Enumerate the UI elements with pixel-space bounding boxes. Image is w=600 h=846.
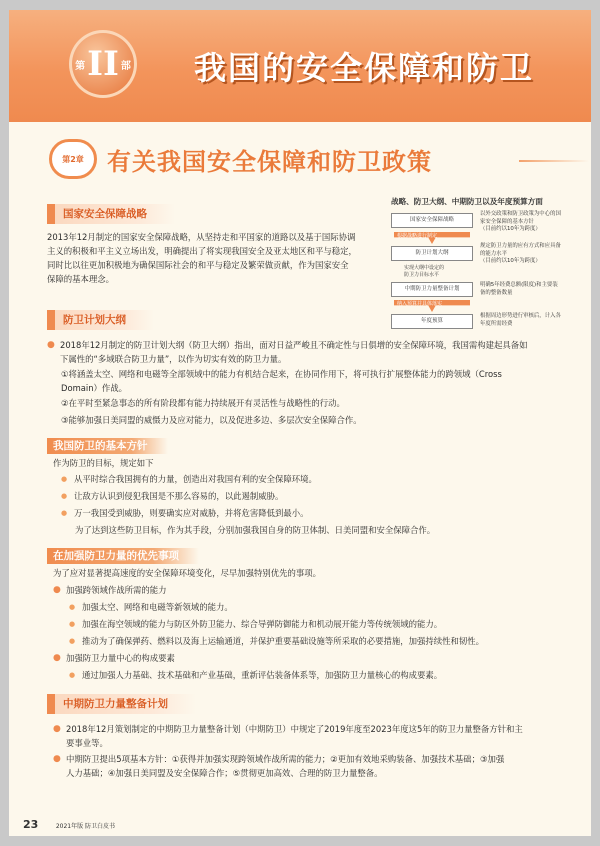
figure-note-line: 备的整备数量: [480, 289, 513, 296]
bullet-text: 从平时综合我国拥有的力量，创造出对我国有利的安全保障环境。: [74, 474, 317, 484]
figure-box-annual-budget: 年度预算: [391, 314, 473, 329]
basic-policy-bullet: [61, 489, 581, 503]
figure-note-midterm: [480, 282, 580, 297]
bullet-line: 中期防卫提出5项基本方针：①获得并加强实现跨领域作战所需的能力；②更加有效地采购装备、加强技术基础；③加强: [66, 754, 505, 764]
figure-side-note: 防卫力目标水平: [404, 272, 440, 278]
item-line: Domain）作战。: [61, 383, 127, 393]
figure-note-line: 规定防卫力量的应有方式和应具备: [480, 243, 561, 249]
bullet-dot-icon: ●: [69, 603, 76, 611]
bullet-dot-icon: ●: [69, 671, 76, 679]
page-footer: [23, 818, 115, 831]
bullet-dot-icon: ●: [61, 492, 68, 500]
bullet-dot-icon: ●: [69, 620, 76, 628]
chapter-header: [49, 136, 589, 186]
part-badge-prefix: 第: [75, 60, 86, 72]
figure-side-note: 实现大纲中设定的: [404, 265, 445, 271]
bullet-text: 让敌方认识到侵犯我国是不那么容易的，以此遏制威胁。: [74, 491, 284, 501]
figure-note-line: 的能力水平: [480, 250, 507, 257]
section-bar: [47, 694, 55, 714]
midterm-plan-bullet: [53, 722, 588, 750]
bullet-line: 2018年12月策划制定的中期防卫力量整备计划（中期防卫）中规定了2019年度至2023年度这5年的防卫力量整备方针和主: [66, 724, 523, 734]
priorities-item: [69, 634, 584, 648]
bullet-line: 要事业等。: [66, 738, 108, 748]
section-heading-security-strategy: [47, 204, 175, 224]
basic-policy-summary: 为了达到这些防卫目标，作为其手段，分别加强我国自身的防卫体制、日美同盟和安全保障合作。: [75, 525, 436, 535]
section-heading-label: 防卫计划大纲: [55, 310, 154, 330]
section-heading-defense-guidelines: [47, 310, 154, 330]
bullet-dot-icon: ●: [53, 724, 61, 734]
basic-policy-bullet: [61, 472, 581, 486]
paragraph-line: 2013年12月制定的国家安全保障战略，从坚持走和平国家的道路以及基于国际协调: [47, 232, 356, 242]
section-heading-label: 中期防卫力量整备计划: [55, 694, 196, 714]
bullet-text: 加强在海空领域的能力与防区外防卫能力、综合导弹防御能力和机动展开能力等传统领域的能力。: [82, 619, 443, 629]
figure-note-strategy: [480, 211, 580, 234]
bullet-dot-icon: ●: [53, 585, 61, 595]
bullet-line: 下属性的“多域联合防卫力量”，以作为切实有效的防卫力量。: [60, 354, 287, 364]
subheading-basic-policy: 我国防卫的基本方针: [47, 438, 168, 454]
figure-note-line: 根据周边形势进行审核后，计入各: [480, 313, 561, 319]
bullet-dot-icon: ●: [47, 340, 55, 350]
figure-note-guidelines: [480, 243, 580, 266]
figure-note-line: 家安全保障的基本方针: [480, 218, 534, 225]
priorities-intro: 为了应对显著提高速度的安全保障环境变化，尽早加强特别优先的事项。: [53, 568, 321, 578]
priorities-group-1: [53, 583, 573, 597]
bullet-dot-icon: ●: [69, 637, 76, 645]
bullet-line: 人力基础；④加强日美同盟及安全保障合作；⑤贯彻更加高效、合理的防卫力量整备。: [66, 768, 383, 778]
bullet-text: 通过加强人力基础、技术基础和产业基础，重新评估装备体系等，加强防卫力量核心的构成要素。: [82, 670, 443, 680]
defense-guidelines-bullet: [47, 338, 587, 366]
figure-arrow-label: 根据战略进行制定: [397, 233, 438, 239]
figure-title: 战略、防卫大纲、中期防卫以及年度预算方面: [391, 197, 543, 206]
bullet-dot-icon: ●: [61, 475, 68, 483]
priorities-item: [69, 600, 584, 614]
figure-note-line: 明确5年经费总额(限度)和主要装: [480, 282, 558, 288]
security-strategy-paragraph: [47, 230, 387, 286]
bullet-text: 推动为了确保弹药、燃料以及海上运输通道，并保护重要基础设施等所采取的必要措施，加强持续性和韧性。: [82, 636, 484, 646]
priorities-item: [69, 617, 584, 631]
bullet-dot-icon: ●: [61, 509, 68, 517]
figure-box-guidelines: 防卫计划大纲: [391, 246, 473, 261]
figure-arrow-label: 纳入预算并具体落实: [397, 301, 443, 307]
figure-box-midterm: 中期防卫力量整备计划: [391, 282, 473, 297]
guideline-item-1: [61, 367, 587, 395]
figure-note-line: 以外交政策和防卫政策为中心的国: [480, 211, 561, 217]
bullet-text: 加强太空、网络和电磁等新领域的能力。: [82, 602, 233, 612]
chapter-badge: 第2章: [49, 139, 97, 179]
item-line: ①将涵盖太空、网络和电磁等全部领域中的能力有机结合起来，在协同作用下，将可执行扩展整体能力的跨领域（Cross: [61, 369, 502, 379]
bullet-dot-icon: ●: [53, 754, 61, 764]
paragraph-line: 同时比以往更加积极地为确保国际社会的和平与稳定及繁荣做贡献，作为国家安全: [47, 260, 349, 270]
bullet-text: 加强跨领域作战所需的能力: [66, 585, 167, 595]
section-heading-midterm-plan: [47, 694, 196, 714]
part-title: 我国的安全保障和防卫: [194, 49, 535, 87]
subheading-priorities: 在加强防卫力量的优先事项: [47, 548, 199, 564]
part-badge-number: II: [87, 44, 119, 84]
figure-note-line: （目前约以10年为跨度）: [480, 226, 541, 232]
midterm-plan-bullet: [53, 752, 588, 780]
guideline-item-3: ③能够加强日美同盟的威慑力及应对能力，以及促进多边、多层次安全保障合作。: [61, 415, 362, 425]
paragraph-line: 保障的基本理念。: [47, 274, 114, 284]
figure-box-strategy: 国家安全保障战略: [391, 213, 473, 228]
chapter-title: 有关我国安全保障和防卫政策: [107, 148, 432, 176]
bullet-dot-icon: ●: [53, 653, 61, 663]
section-heading-label: 国家安全保障战略: [55, 204, 175, 224]
basic-policy-intro: 作为防卫的目标，规定如下: [53, 458, 154, 468]
bullet-text: 加强防卫力量中心的构成要素: [66, 653, 175, 663]
section-bar: [47, 204, 55, 224]
section-bar: [47, 310, 55, 330]
bullet-line: 2018年12月制定的防卫计划大纲（防卫大纲）指出，面对日益严峻且不确定性与日俱增的安全保障环境，我国需构建起具备如: [60, 340, 528, 350]
figure-note-annual-budget: [480, 313, 580, 328]
paragraph-line: 主义的积极和平主义立场出发，明确提出了将实现我国安全及亚太地区和平与稳定，: [47, 246, 357, 256]
part-badge-suffix: 部: [120, 60, 131, 72]
book-title: 2021年版 防卫白皮书: [55, 823, 115, 830]
figure-note-line: （目前约以10年为跨度）: [480, 258, 541, 264]
part-badge: [69, 30, 137, 98]
chapter-divider: [519, 160, 589, 162]
priorities-group-2: [53, 651, 573, 665]
bullet-text: 万一我国受到威胁，则要确实应对威胁，并将危害降低到最小。: [74, 508, 309, 518]
part-banner: [9, 10, 591, 122]
priorities-item: [69, 668, 584, 682]
page-number: 23: [23, 818, 39, 831]
figure-note-line: 年度所需经费: [480, 320, 513, 327]
basic-policy-bullet: [61, 506, 581, 520]
guideline-item-2: ②在平时至紧急事态的所有阶段都有能力持续展开有灵活性与战略性的行动。: [61, 398, 345, 408]
page: [9, 10, 591, 836]
